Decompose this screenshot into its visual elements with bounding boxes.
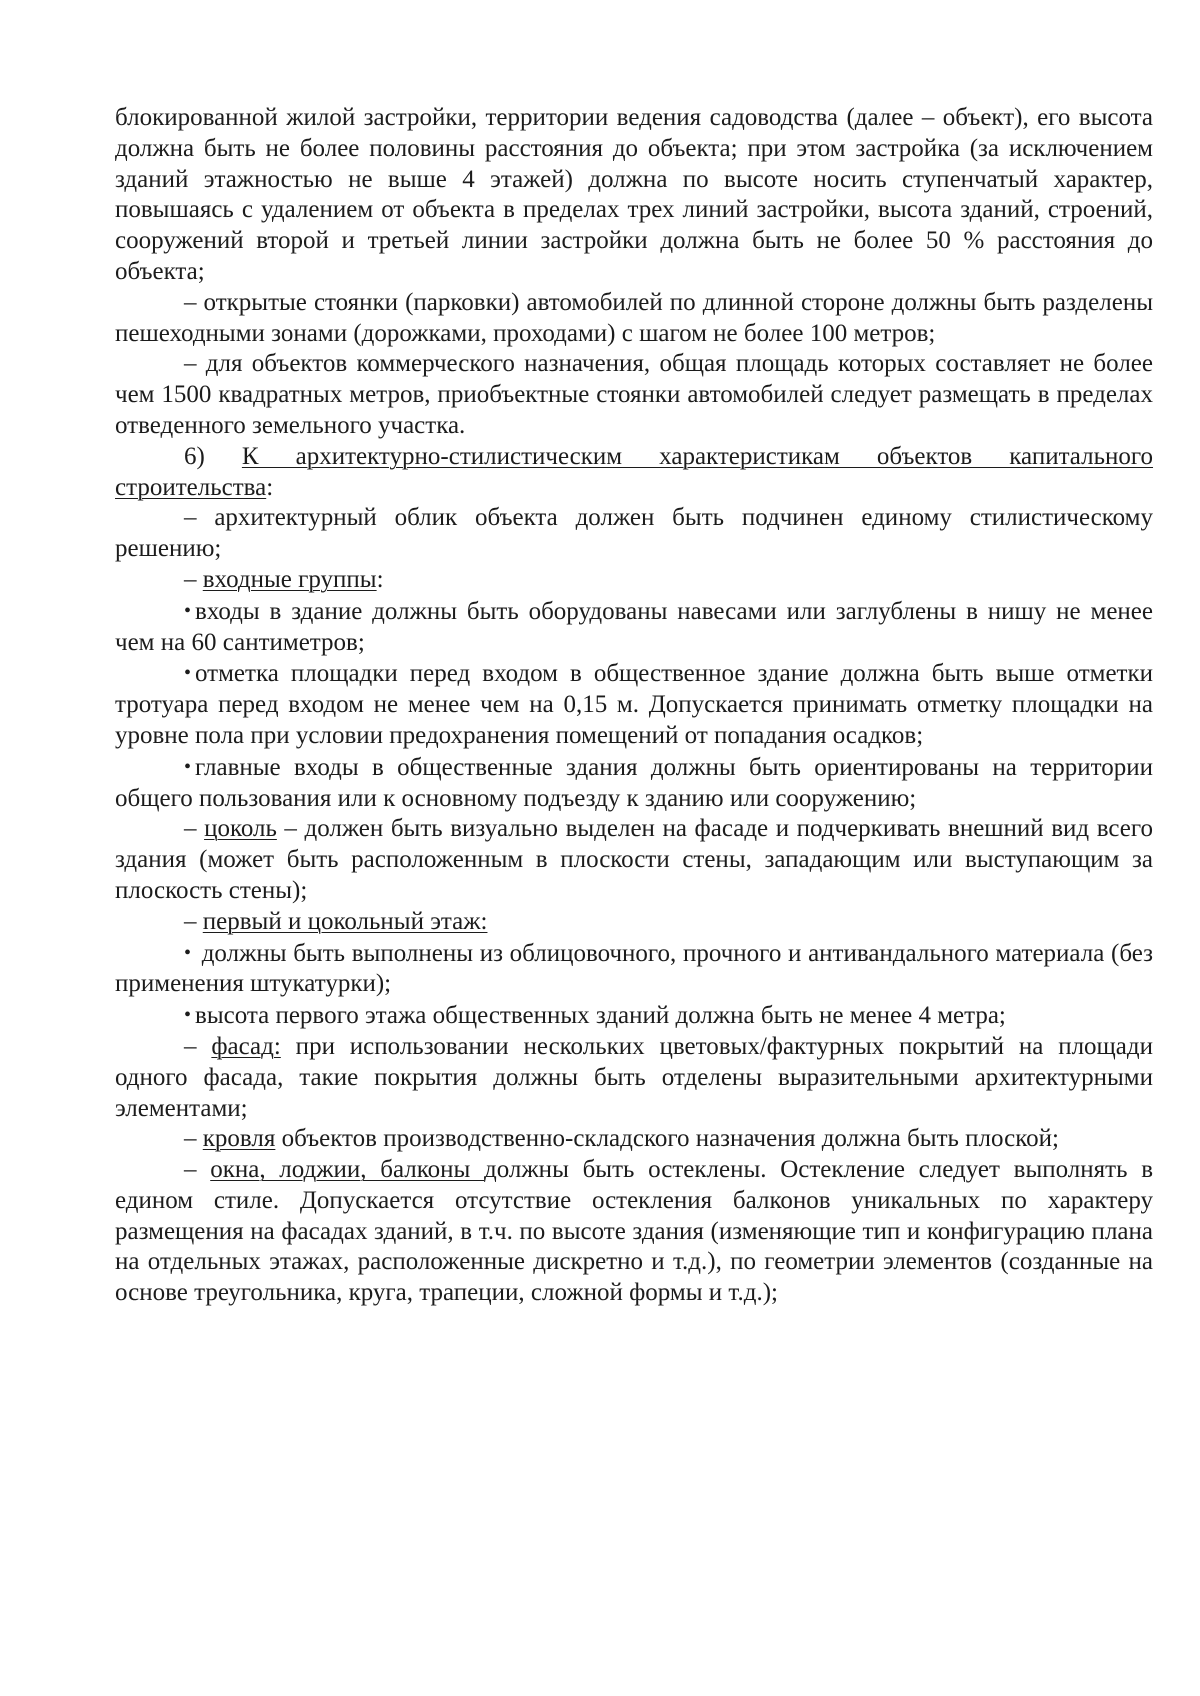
item-plinth — [115, 814, 1153, 906]
paragraph-commercial-parking: – для объектов коммерческого назначения, общая площадь которых составляет не более чем 1500 квадратных метров, приобъектные стоянки автомобилей следует размещать в пределах отведенного земельного участка. — [115, 350, 1153, 439]
bullet-first-floor-height — [115, 1000, 1153, 1032]
bullet-icon: • — [184, 662, 192, 685]
paragraph-1: блокированной жилой застройки, территории ведения садоводства (далее – объект), его высота должна быть не более половины расстояния до объекта; при этом застройка (за исключением зданий этажностью не выше 4 этажей) должна по высоте носить ступенчатый характер, повышаясь с удалением от объекта в пределах трех линий застройки, высота зданий, строений, сооружений второй и третьей линии застройки должна быть не более 50 % расстояния до объекта; — [115, 104, 1153, 285]
item-title: первый и цокольный этаж: — [202, 907, 488, 935]
bullet-cladding — [115, 938, 1153, 1001]
bullet-icon: • — [184, 755, 192, 778]
item-facade — [115, 1032, 1153, 1124]
bullet-text: высота первого этажа общественных зданий должна быть не менее 4 метра; — [195, 1002, 1006, 1030]
bullet-main-entrances — [115, 752, 1153, 815]
item-text: объектов производственно-складского назначения должна быть плоской; — [275, 1125, 1059, 1153]
item-title: цоколь — [204, 815, 277, 843]
dash: – — [184, 1156, 211, 1184]
bullet-entrance-level — [115, 658, 1153, 751]
item-text: при использовании нескольких цветовых/фактурных покрытий на площади одного фасада, такие покрытия должны быть отделены выразительными архитектурными элементами; — [115, 1032, 1153, 1122]
item-entrance-groups — [115, 565, 1153, 596]
item-text: должны быть остеклены. Остекление следует выполнять в едином стиле. Допускается отсутствие остекления балконов уникальных по характеру размещения на фасадах зданий, в т.ч. по высоте здания (изменяющие тип и конфигурацию плана на отдельных этажах, расположенные дискретно и т.д.), по геометрии элементов (созданные на основе треугольника, круга, трапеции, сложной формы и т.д.); — [115, 1156, 1153, 1307]
paragraph-parking-zones: – открытые стоянки (парковки) автомобилей по длинной стороне должны быть разделены пешеходными зонами (дорожками, проходами) с шагом не более 100 метров; — [115, 288, 1153, 347]
bullet-text: входы в здание должны быть оборудованы навесами или заглублены в нишу не менее чем на 60 сантиметров; — [115, 597, 1153, 656]
section-title-colon: : — [266, 473, 274, 501]
dash: – — [184, 1125, 203, 1153]
bullet-entrances-canopies — [115, 596, 1153, 659]
bullet-text: отметка площадки перед входом в общественное здание должна быть выше отметки тротуара перед входом не менее чем на 0,15 м. Допускается принимать отметку площадки на уровне пола при условии предохранения помещений от попадания осадков; — [115, 660, 1153, 749]
item-first-floor — [115, 907, 1153, 938]
section-6-heading — [115, 442, 1153, 504]
item-text: – должен быть визуально выделен на фасаде и подчеркивать внешний вид всего здания (может быть расположенным в плоскости стены, западающим или выступающим за плоскость стены); — [115, 815, 1153, 904]
bullet-icon: • — [184, 1004, 192, 1027]
item-title: кровля — [202, 1125, 276, 1153]
bullet-icon: • — [184, 599, 192, 622]
bullet-text: главные входы в общественные здания должны быть ориентированы на территории общего пользования или к основному подъезду к зданию или сооружению; — [115, 753, 1153, 812]
item-colon: : — [376, 565, 384, 593]
item-roof — [115, 1124, 1153, 1155]
section-number: 6) — [184, 442, 242, 470]
document-page — [115, 103, 1153, 1309]
paragraph-architectural-look: – архитектурный облик объекта должен быть подчинен единому стилистическому решению; — [115, 504, 1153, 563]
bullet-icon: • — [184, 941, 192, 964]
item-windows-balconies — [115, 1155, 1153, 1309]
dash: – — [184, 565, 203, 593]
dash: – — [184, 907, 203, 935]
bullet-text: должны быть выполнены из облицовочного, прочного и антивандального материала (без применения штукатурки); — [115, 939, 1153, 998]
dash: – — [184, 1032, 212, 1060]
section-title: К архитектурно-стилистическим характеристикам объектов капитального строительства — [115, 442, 1154, 501]
dash: – — [184, 815, 205, 843]
item-title: входные группы — [202, 565, 377, 593]
item-title: окна, лоджии, балконы — [210, 1156, 485, 1184]
item-title: фасад: — [211, 1032, 281, 1060]
